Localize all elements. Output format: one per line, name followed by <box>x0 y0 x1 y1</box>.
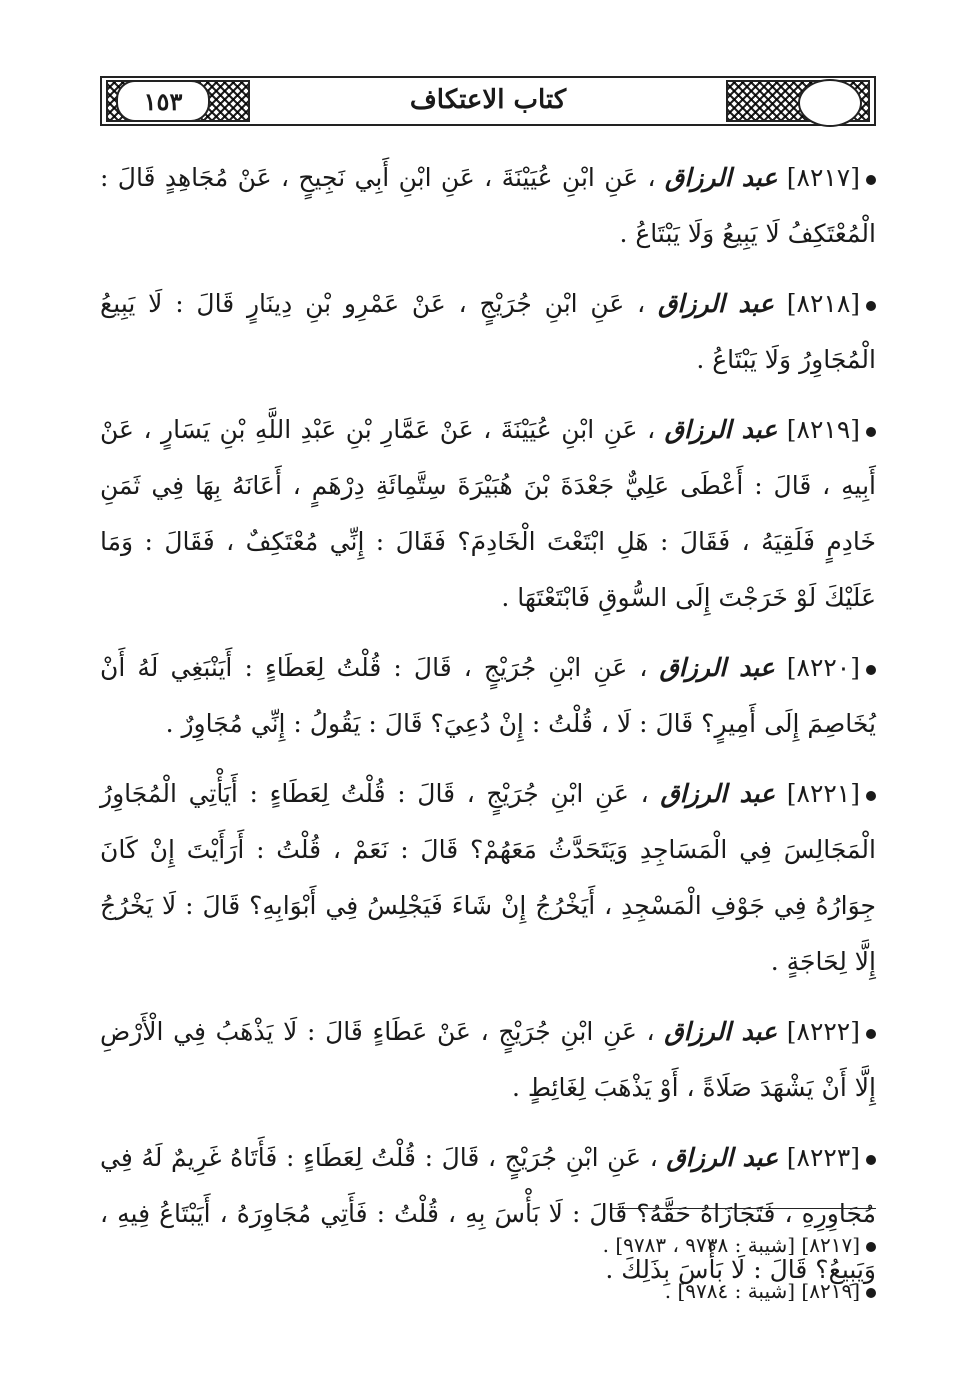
footnote-divider <box>610 1208 876 1209</box>
bullet-icon <box>866 427 876 437</box>
hadith-text: ، عَنِ ابْنِ جُرَيْجٍ ، قَالَ : قُلْتُ لِعَطَاءٍ : فَأَتَاهُ غَرِيمٌ لَهُ فِي مُجَاوِرِهِ ، فَتَجَازَاهُ حَقَّهُ؟ قَالَ : لَا بَأْسَ بِهِ ، قُلْتُ : فَأَتِي مُجَاوِرَهُ ، أَيَبْتَاعُ فِيهِ ، وَيَبِيعُ؟ قَالَ : لَا بَأْسَ بِذَلِكَ . <box>100 1143 876 1284</box>
hadith-text: ، عَنِ ابْنِ عُيَيْنَةَ ، عَنْ عَمَّارِ بْنِ عَبْدِ اللَّهِ بْنِ يَسَارٍ ، عَنْ أَبِيهِ ، قَالَ : أَعْطَى عَلِيٌّ جَعْدَةَ بْنَ هُبَيْرَةَ سِتَّمِائَةِ دِرْهَمٍ ، أَعَانَهُ بِهَا فِي ثَمَنِ خَادِمٍ فَلَقِيَهُ ، فَقَالَ : هَلِ ابْتَعْتَ الْخَادِمَ؟ فَقَالَ : إِنِّي مُعْتَكِفٌ ، فَقَالَ : وَمَا عَلَيْكَ لَوْ خَرَجْتَ إِلَى السُّوقِ فَابْتَعْتَهَا . <box>100 415 876 612</box>
page-number: ١٥٣ <box>116 80 210 122</box>
hadith-author: عبد الرزاق <box>660 779 776 808</box>
bullet-icon <box>866 791 876 801</box>
hadith-number: [٨٢٢٠] <box>786 653 860 682</box>
chapter-title: كتاب الاعتكاف <box>409 85 567 115</box>
footnote-text: [٨٢١٩] [شيبة : ٩٧٨٤] . <box>664 1279 860 1303</box>
bullet-icon <box>866 1242 876 1252</box>
hadith-author: عبد الرزاق <box>666 1143 779 1172</box>
bullet-icon <box>866 1155 876 1165</box>
hadith-author: عبد الرزاق <box>664 163 778 192</box>
hadith-author: عبد الرزاق <box>659 653 775 682</box>
hadith-item <box>100 1004 876 1116</box>
book-emblem <box>798 79 862 127</box>
hadith-author: عبد الرزاق <box>664 1017 778 1046</box>
hadith-text: ، عَنِ ابْنِ جُرَيْجٍ ، عَنْ عَمْرِو بْنِ دِينَارٍ قَالَ : لَا يَبِيعُ الْمُجَاوِرُ وَلَا يَبْتَاعُ . <box>100 289 876 374</box>
hadith-text: ، عَنِ ابْنِ عُيَيْنَةَ ، عَنِ ابْنِ أَبِي نَجِيحٍ ، عَنْ مُجَاهِدٍ قَالَ : الْمُعْتَكِفُ لَا يَبِيعُ وَلَا يَبْتَاعُ . <box>100 163 876 248</box>
bullet-icon <box>866 301 876 311</box>
bullet-icon <box>866 665 876 675</box>
bullet-icon <box>866 1029 876 1039</box>
hadith-list <box>100 150 876 1312</box>
hadith-item <box>100 640 876 752</box>
hadith-author: عبد الرزاق <box>664 415 778 444</box>
hadith-number: [٨٢٢١] <box>786 779 860 808</box>
footnote-item <box>176 1222 876 1268</box>
bullet-icon <box>866 1288 876 1298</box>
hadith-author: عبد الرزاق <box>658 289 774 318</box>
hadith-number: [٨٢٢٣] <box>786 1143 861 1172</box>
footnote-text: [٨٢١٧] [شيبة : ٩٧٣٨ ، ٩٧٨٣] . <box>602 1233 860 1257</box>
hadith-item <box>100 402 876 626</box>
hadith-item <box>100 276 876 388</box>
hadith-text: ، عَنِ ابْنِ جُرَيْجٍ ، عَنْ عَطَاءٍ قَالَ : لَا يَذْهَبُ فِي الْأَرْضِ إِلَّا أَنْ يَشْهَدَ صَلَاةً ، أَوْ يَذْهَبَ لِغَائِطٍ . <box>100 1017 876 1102</box>
hadith-text: ، عَنِ ابْنِ جُرَيْجٍ ، قَالَ : قُلْتُ لِعَطَاءٍ : أَيَأْتِي الْمُجَاوِرُ الْمَجَالِسَ فِي الْمَسَاجِدِ وَيَتَحَدَّثُ مَعَهُمْ؟ قَالَ : نَعَمْ ، قُلْتُ : أَرَأَيْتَ إِنْ كَانَ جِوَارُهُ فِي جَوْفِ الْمَسْجِدِ ، أَيَخْرُجُ إِنْ شَاءَ فَيَجْلِسُ فِي أَبْوَابِهِ؟ قَالَ : لَا يَخْرُجُ إِلَّا لِحَاجَةٍ . <box>100 779 876 976</box>
bullet-icon <box>866 175 876 185</box>
hadith-number: [٨٢١٨] <box>786 289 861 318</box>
hadith-number: [٨٢٢٢] <box>786 1017 860 1046</box>
footnotes <box>176 1222 876 1314</box>
hadith-item <box>100 150 876 262</box>
footnote-item <box>176 1268 876 1314</box>
hadith-number: [٨٢١٩] <box>786 415 861 444</box>
page-header <box>100 76 876 126</box>
hadith-text: ، عَنِ ابْنِ جُرَيْجٍ ، قَالَ : قُلْتُ لِعَطَاءٍ : أَيَنْبَغِي لَهُ أَنْ يُخَاصِمَ إِلَى أَمِيرٍ؟ قَالَ : لَا ، قُلْتُ : إِنْ دُعِيَ؟ قَالَ : يَقُولُ : إِنِّي مُجَاوِرٌ . <box>100 653 876 738</box>
hadith-number: [٨٢١٧] <box>786 163 860 192</box>
hadith-item <box>100 766 876 990</box>
